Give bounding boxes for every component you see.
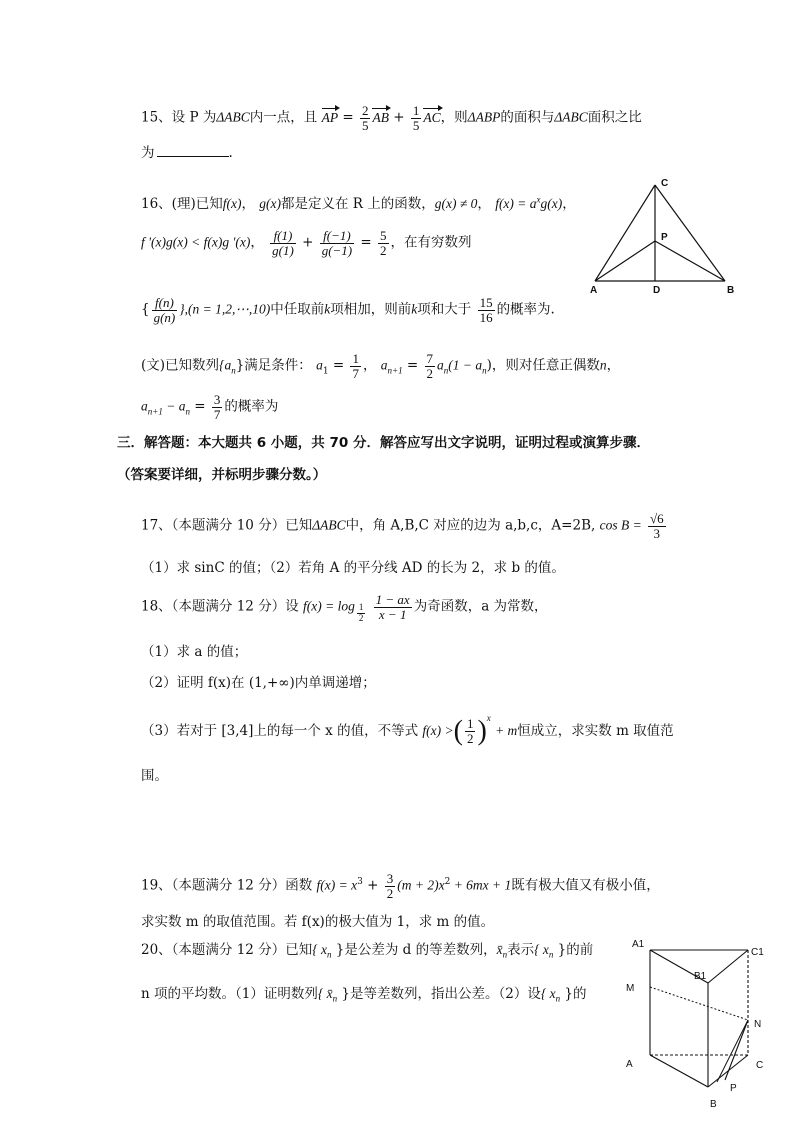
label-a1: A1 — [632, 939, 645, 950]
q18-line1: 18、（本题满分 12 分）设 f(x) = log $\frac{1}{2}$ $\frac{1 - ax}{x - 1}$ 为奇函数，a 为常数， — [141, 592, 548, 623]
triangle-figure — [585, 175, 745, 300]
label-c: C — [661, 178, 669, 189]
vector-ap: AP — [321, 109, 339, 125]
fraction: $\frac{2}{5}$ — [361, 103, 369, 133]
q15-line2: 为 . — [141, 145, 233, 161]
q17-line2: （1）求 sinC 的值；（2）若角 A 的平分线 AD 的长为 2，求 b 的值。 — [141, 560, 565, 576]
label-d: D — [653, 285, 661, 296]
label-a: A — [626, 1059, 633, 1070]
q20-line1: 20、（本题满分 12 分）已知{ $x_n$ }是公差为 d 的等差数列，$x̄_n$表示{ $x_n$ }的前 — [141, 942, 594, 960]
label-b1: B1 — [694, 971, 707, 982]
section-note: （答案要详细，并标明步骤分数。） — [117, 467, 327, 483]
q18-line2: （1）求 a 的值； — [141, 644, 248, 660]
q19-line1: 19、（本题满分 12 分）函数 $f(x) = x^3$ + $\frac{3}{2}$ $(m + 2)x^2 + 6mx + 1$既有极大值又有极小值， — [141, 871, 660, 901]
q16-line3: { $\frac{f(n)}{g(n)}$ },(n = 1,2,⋯,10)中任取前k项相加，则前k项和大于 $\frac{15}{16}$ 的概率为. — [141, 295, 555, 325]
q16-wen-line2: $a_{n+1} - a_n$ = $\frac{3}{7}$ 的概率为 — [141, 392, 279, 422]
q15-line1: 15、设 P 为ΔABC内一点，且 AP = $\frac{2}{5}$ AB + $\frac{1}{5}$ AC，则ΔABP的面积与ΔABC面积之比 — [141, 103, 642, 133]
label-p: P — [730, 1083, 737, 1094]
vector-ab: AB — [372, 109, 389, 125]
q16-wen-line1: (文)已知数列$\{a_n\}$满足条件： $a_1$ = $\frac{1}{7}$ ， $a_{n+1}$ = $\frac{7}{2}$ $a_n(1 - a_n)$，则对任意正偶数n， — [141, 351, 621, 381]
label-c: C — [756, 1060, 764, 1071]
label-n: N — [754, 1019, 762, 1030]
q18-line5: 围。 — [141, 768, 168, 784]
q18-line4: （3）若对于 [3,4]上的每一个 x 的值，不等式 f(x) >( $\frac{1}{2}$ )$^x$ + m恒成立，求实数 m 取值范 — [141, 713, 674, 747]
label-c1: C1 — [751, 947, 764, 958]
label-a: A — [590, 285, 598, 296]
q16-line1: 16、(理)已知f(x)， g(x)都是定义在 R 上的函数，g(x) ≠ 0， $f(x) = a^xg(x)$， — [141, 194, 576, 212]
prism-figure — [620, 935, 770, 1115]
label-b: B — [727, 285, 735, 296]
q19-line2: 求实数 m 的取值范围。若 f(x)的极大值为 1，求 m 的值。 — [141, 914, 495, 930]
q20-line2: n 项的平均数。（1）证明数列{ $x̄_n$ }是等差数列，指出公差。（2）设{ $x_n$ }的 — [141, 986, 587, 1004]
q17-line1: 17、（本题满分 10 分）已知ΔABC中，角 A,B,C 对应的边为 a,b,c，A=2B, cos B = $\frac{√6}{3}$ — [141, 511, 664, 541]
label-b: B — [710, 1099, 717, 1110]
vector-ac: AC — [423, 109, 441, 125]
label-m: M — [626, 983, 635, 994]
q18-line3: （2）证明 f(x)在 (1,+∞)内单调递增； — [141, 675, 376, 691]
q16-line2: f '(x)g(x) < f(x)g '(x)， $\frac{f(1)}{g(1)}$ + $\frac{f(-1)}{g(-1)}$ = $\frac{5}{2}$ ，在有穷数列 — [141, 228, 472, 258]
answer-blank — [157, 144, 229, 157]
section-title: 三．解答题：本大题共 6 小题，共 70 分．解答应写出文字说明，证明过程或演算步骤． — [117, 435, 650, 451]
label-p: P — [661, 232, 668, 243]
fraction: $\frac{1}{5}$ — [412, 103, 420, 133]
